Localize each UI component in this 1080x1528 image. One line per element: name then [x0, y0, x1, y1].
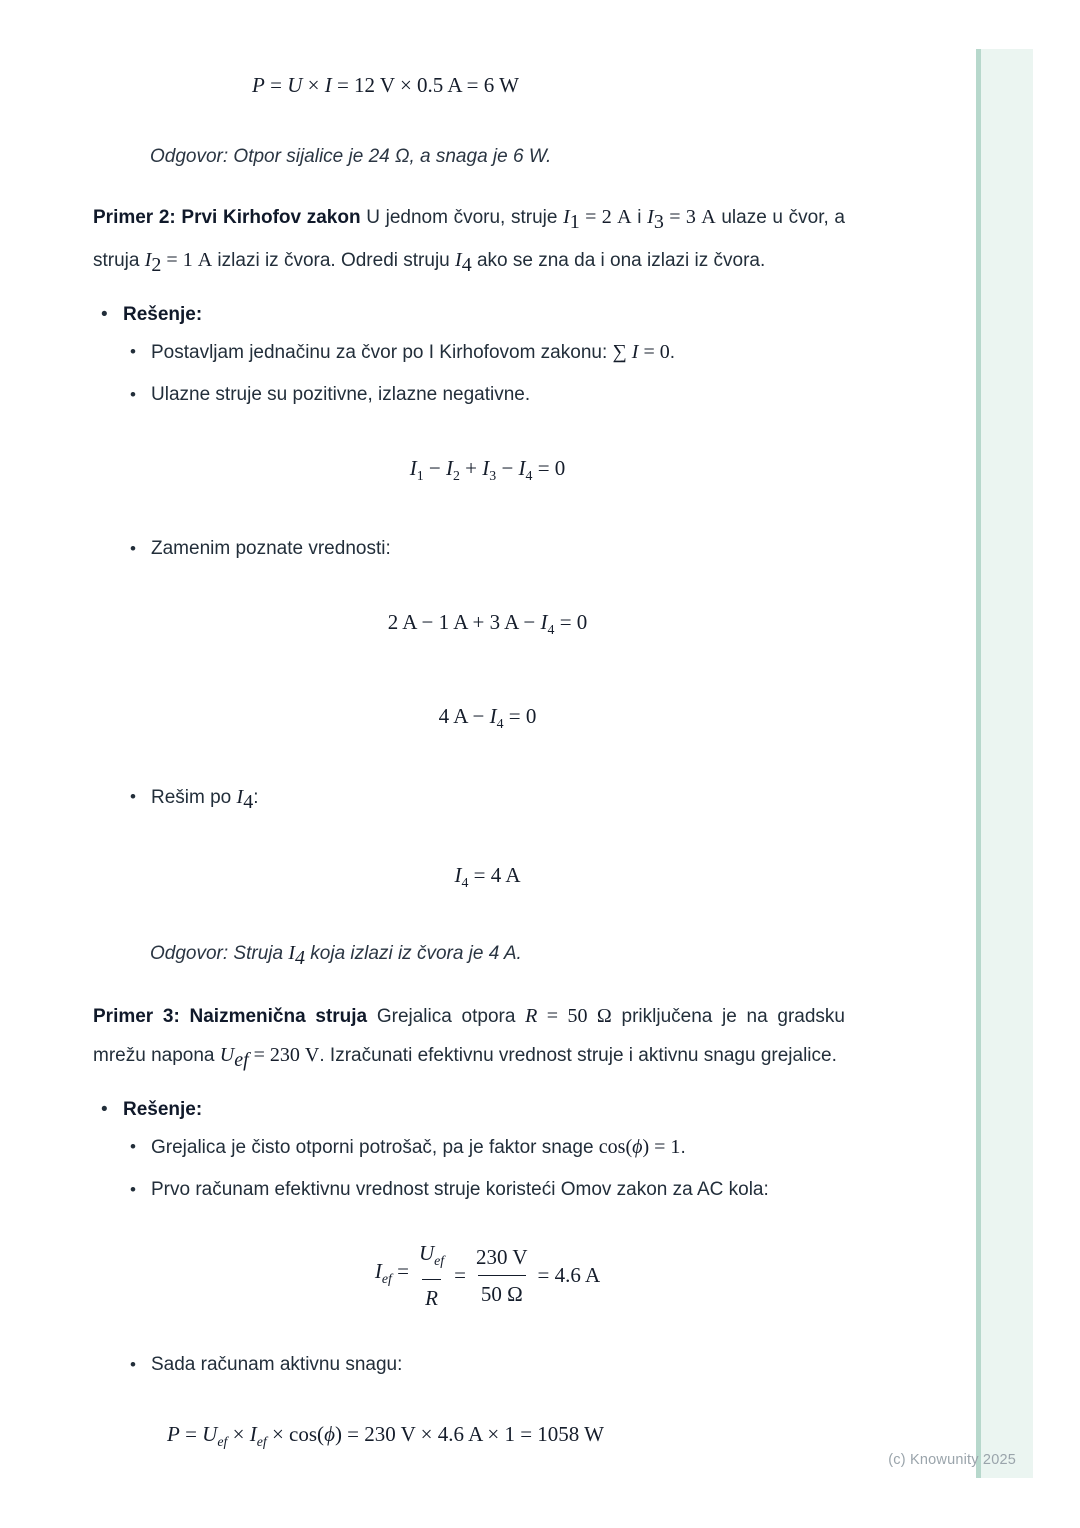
bullet-icon: • — [101, 1098, 108, 1120]
page-content — [93, 0, 845, 1457]
primer3-title: Primer 3: Naizmenična struja — [93, 1005, 377, 1027]
step-text: Ulazne struje su pozitivne, izlazne negativne. — [151, 383, 531, 405]
formula-ief-result: = 4.6 A — [537, 1263, 601, 1288]
fraction-numerator: $U_{ef}$ — [418, 1240, 445, 1268]
bullet-icon: • — [101, 303, 108, 325]
bullet-icon: • — [130, 538, 136, 558]
answer-primer1: Odgovor: Otpor sijalice je 24 Ω, a snaga je 6 W. — [150, 146, 552, 167]
formula-dc-power: P = U × I = 12 V × 0.5 A = 6 W — [252, 73, 519, 97]
step-active-power — [130, 1349, 845, 1381]
formula-kcl: $I_1 - I_2 + I_3 - I_4 = 0$ — [409, 455, 566, 483]
step-ohm-ac — [130, 1174, 845, 1206]
formula-active-power: $P = U_{ef} \times I_{ef} \times \cos(\phi) = 230$ V × 4.6 A × 1 = 1058 W — [167, 1421, 604, 1450]
step-solve — [130, 781, 845, 818]
step-substitute — [130, 533, 845, 565]
step-kirchhoff-equation — [130, 336, 845, 369]
formula-ief-head: $I_{ef}$ = — [374, 1259, 409, 1287]
formula-simplified: 4 $A - I_4 = 0$ — [438, 703, 537, 732]
bullet-icon: • — [130, 341, 136, 361]
primer3-paragraph — [93, 997, 845, 1079]
step-text: Prvo računam efektivnu vrednost struje koristeći Omov zakon za AC kola: — [151, 1178, 769, 1200]
formula-active-power-wrap — [93, 1419, 678, 1457]
primer2-body: U jednom čvoru, struje $I_1 = 2$ A i $I_3 = 3$ A ulaze u čvor, a struja $I_2 = 1$ A izlazi iz čvora. Odredi struju $I_4$ ako se zna da i ona izlazi iz čvora. — [93, 206, 845, 276]
step-text: Grejalica je čisto otporni potrošač, pa je faktor snage cos(ϕ) = 1. — [151, 1135, 686, 1158]
bullet-icon: • — [130, 1179, 136, 1199]
step-text: Postavljam jednačinu za čvor po I Kirhofovom zakonu: ∑ I = 0. — [151, 340, 676, 363]
resenje-item — [93, 300, 845, 330]
primer2-title: Primer 2: Prvi Kirhofov zakon — [93, 207, 367, 228]
primer3-solution-list — [93, 1095, 845, 1381]
bullet-icon: • — [130, 787, 136, 807]
bullet-icon: • — [130, 384, 136, 404]
formula-substitution: 2 A − 1 A + 3 $A - I_4 = 0$ — [387, 609, 588, 637]
right-accent-strip — [976, 49, 1033, 1478]
bullet-icon: • — [130, 1136, 136, 1156]
step-power-factor — [130, 1131, 845, 1164]
fraction-denominator: 50 Ω — [478, 1275, 526, 1309]
formula-ief-equals: = — [454, 1263, 466, 1288]
fraction-numerator: 230 V — [475, 1244, 528, 1269]
formula-result: $I_4 = 4$ A — [454, 862, 521, 891]
bullet-icon: • — [130, 1354, 136, 1374]
primer2-solution-list — [93, 300, 845, 899]
formula-dc-power-wrap — [93, 70, 678, 100]
answer-primer2: Odgovor: Struja $I_4$ koja izlazi iz čvora je 4 A. — [150, 942, 522, 969]
resenje-item — [93, 1095, 845, 1125]
step-text: Rešim po $I_4$: — [151, 786, 259, 813]
resenje-label: Rešenje: — [123, 1098, 203, 1120]
copyright-watermark: (c) Knowunity 2025 — [888, 1452, 1016, 1468]
fraction-230v-over-50ohm — [473, 1242, 531, 1309]
fraction-denominator: R — [422, 1279, 441, 1313]
fraction-uef-over-r — [416, 1238, 447, 1313]
formula-effective-current — [130, 1238, 845, 1313]
primer2-paragraph — [93, 198, 845, 284]
step-text: Sada računam aktivnu snagu: — [151, 1353, 403, 1375]
step-sign-convention — [130, 379, 845, 411]
primer3-steps — [93, 1131, 845, 1381]
primer3-body: Grejalica otpora R = 50 Ω priključena je na gradsku mrežu napona $U_{ef} = 230$ V. Izračunati efektivnu vrednost struje i aktivnu snagu grejalice. — [93, 1004, 845, 1071]
step-text: Zamenim poznate vrednosti: — [151, 537, 391, 559]
primer2-steps — [93, 336, 845, 899]
resenje-label: Rešenje: — [123, 303, 203, 325]
